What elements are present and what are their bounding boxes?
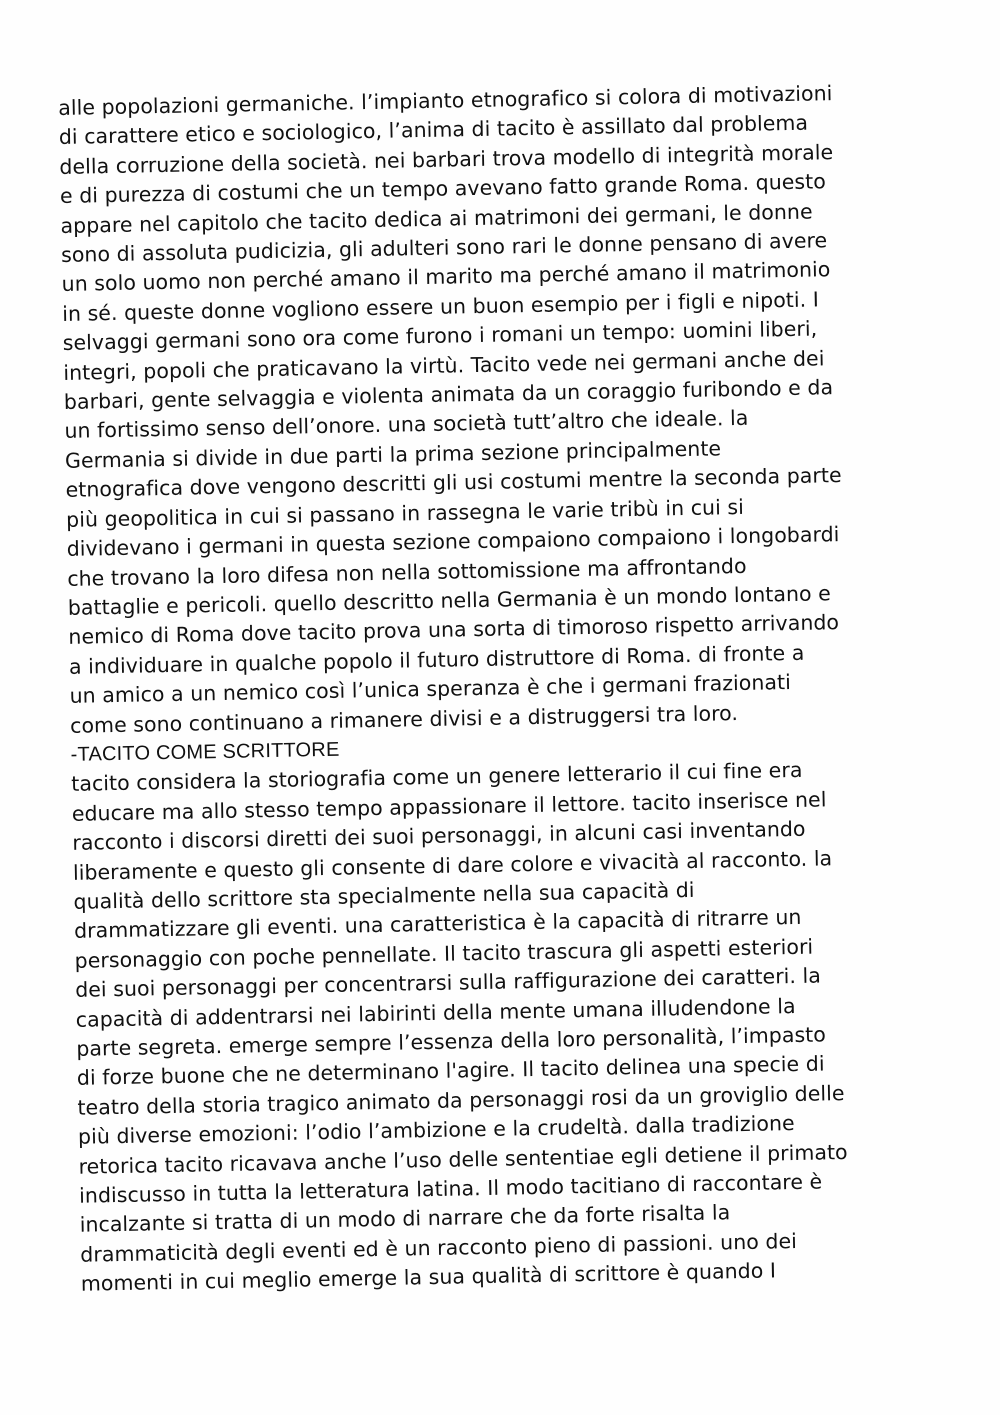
text-line: un solo uomo non perché amano il marito ma perché amano il matrimonio: [61, 257, 831, 297]
text-line: sono di assoluta pudicizia, gli adulteri sono rari le donne pensano di avere: [60, 228, 828, 267]
text-line: personaggio con poche pennellate. Il tacito trascura gli aspetti esteriori: [74, 934, 814, 973]
text-line: che trovano la loro difesa non nella sottomissione ma affrontando: [67, 553, 747, 591]
text-line: capacità di addentrarsi nei labirinti della mente umana illudendone la: [75, 993, 796, 1032]
text-line: parte segreta. emerge sempre l’essenza della loro personalità, l’impasto: [76, 1022, 827, 1061]
text-line: drammatizzare gli eventi. una caratteristica è la capacità di ritrarre un: [73, 905, 802, 944]
text-line: più diverse emozioni: l’odio l’ambizione e la crudeltà. dalla tradizione: [77, 1111, 795, 1150]
text-line: di forze buone che ne determinano l'agire. Il tacito delinea una specie di: [76, 1051, 825, 1091]
text-line: della corruzione della società. nei barbari trova modello di integrità morale: [59, 139, 834, 179]
text-line: battaglie e pericoli. quello descritto nella Germania è un mondo lontano e: [67, 581, 832, 620]
text-line: appare nel capitolo che tacito dedica ai matrimoni dei germani, le donne: [60, 199, 813, 238]
text-line: qualità dello scrittore sta specialmente nella sua capacità di: [73, 877, 695, 914]
text-line: indiscusso in tutta la letteratura latina. Il modo tacitiano di raccontare è: [78, 1169, 823, 1208]
text-line: selvaggi germani sono ora come furono i romani un tempo: uomini liberi,: [62, 316, 818, 356]
text-line: a individuare in qualche popolo il futuro distruttore di Roma. di fronte a: [68, 640, 805, 679]
text-line: in sé. queste donne vogliono essere un buon esempio per i figli e nipoti. I: [61, 287, 820, 326]
text-line: etnografica dove vengono descritti gli usi costumi mentre la seconda parte: [65, 463, 842, 503]
text-line: integri, popoli che praticavano la virtù. Tacito vede nei germani anche dei: [63, 345, 825, 385]
text-line: tacito considera la storiografia come un genere letterario il cui fine era: [71, 758, 803, 797]
text-line: teatro della storia tragico animato da personaggi rosi da un groviglio delle: [77, 1080, 845, 1120]
text-line: liberamente e questo gli consente di dare colore e vivacità al racconto. la: [72, 845, 833, 885]
text-line: incalzante si tratta di un modo di narrare che da forte risalta la: [79, 1200, 731, 1238]
text-line: un amico a un nemico così l’unica speranza è che i germani frazionati: [69, 670, 792, 709]
text-line: e di purezza di costumi che un tempo avevano fatto grande Roma. questo: [59, 169, 827, 209]
text-body: [58, 77, 961, 1299]
text-line: nemico di Roma dove tacito prova una sorta di timoroso rispetto arrivando: [68, 610, 840, 650]
text-line: come sono continuano a rimanere divisi e a distruggersi tra loro.: [69, 700, 739, 738]
text-line: un fortissimo senso dell’onore. una società tutt’altro che ideale. la: [64, 406, 749, 444]
text-line: Germania si divide in due parti la prima sezione principalmente: [64, 436, 722, 473]
section-heading: -TACITO COME SCRITTORE: [70, 738, 340, 766]
text-line: di carattere etico e sociologico, l’anima di tacito è assillato dal problema: [58, 111, 809, 150]
text-line: drammaticità degli eventi ed è un racconto pieno di passioni. uno dei: [80, 1228, 798, 1267]
text-line: alle popolazioni germaniche. l’impianto etnografico si colora di motivazioni: [58, 81, 833, 120]
text-line: momenti in cui meglio emerge la sua qualità di scrittore è quando I: [80, 1258, 777, 1297]
text-line: più geopolitica in cui si passano in rassegna le varie tribù in cui si: [65, 494, 745, 532]
text-line: racconto i discorsi diretti dei suoi personaggi, in alcuni casi inventando: [72, 816, 806, 856]
text-line: barbari, gente selvaggia e violenta animata da un coraggio furibondo e da: [63, 375, 834, 415]
text-line: retorica tacito ricavava anche l’uso delle sententiae egli detiene il primato: [78, 1139, 848, 1179]
text-line: dividevano i germani in questa sezione compaiono compaiono i longobardi: [66, 522, 840, 562]
text-line: dei suoi personaggi per concentrarsi sulla raffigurazione dei caratteri. la: [74, 963, 822, 1003]
text-line: educare ma allo stesso tempo appassionare il lettore. tacito inserisce nel: [71, 787, 827, 826]
